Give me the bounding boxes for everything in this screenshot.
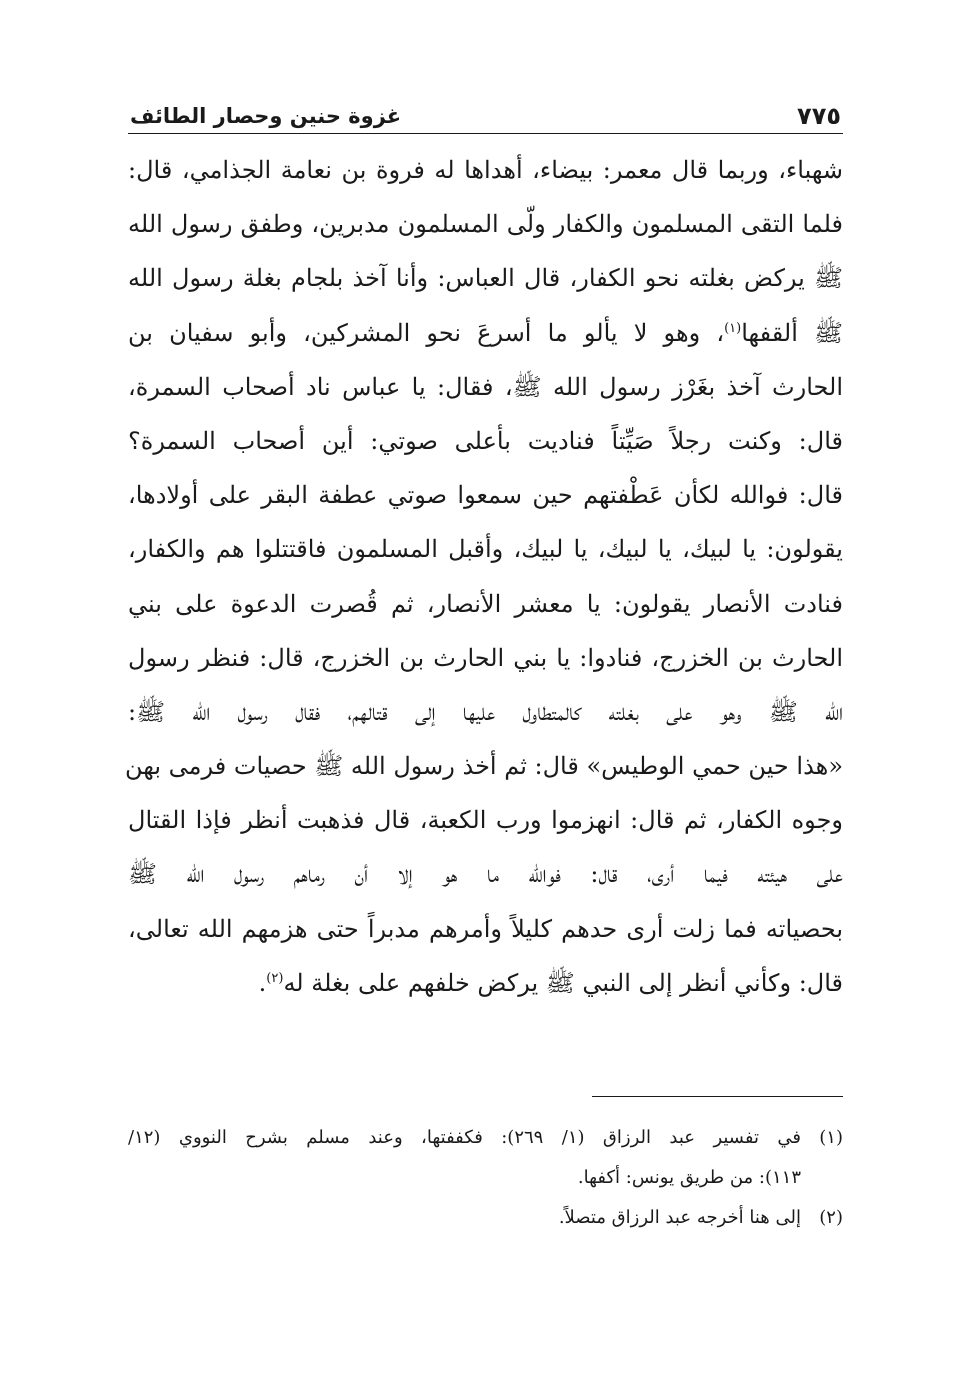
- footnote-rule: [592, 1096, 843, 1097]
- running-title: غزوة حنين وحصار الطائف: [130, 104, 402, 128]
- body-line: [128, 306, 843, 360]
- body-line: «هذا حين حمي الوطيس» قال: ثم أخذ رسول الله ﷺ حصيات فرمى بهن: [125, 752, 843, 781]
- body-line: شهباء، وربما قال معمر: بيضاء، أهداها له فروة بن نعامة الجذامي، قال:: [128, 156, 843, 184]
- body-line: بحصياته فما زلت أرى حدهم كليلاً وأمرهم مدبراً حتى هزمهم الله تعالى،: [128, 914, 843, 943]
- page-header: [128, 102, 843, 136]
- body-line: على هيئته فيما أرى، قال: فوالله ما هو إلا أن رماهم رسول الله ﷺ: [128, 860, 843, 889]
- header-rule: [128, 133, 843, 134]
- body-line: الحارث آخذ بغَرْز رسول الله ﷺ، فقال: يا عباس ناد أصحاب السمرة،: [128, 372, 843, 401]
- footnote-number: (٢): [819, 1207, 843, 1228]
- footnotes: [128, 1118, 843, 1238]
- body-line: قال: فوالله لكأن عَطْفتهم حين سمعوا صوتي عطفة البقر على أولادها،: [128, 481, 843, 510]
- footnote-text: إلى هنا أخرجه عبد الرزاق متصلاً.: [558, 1207, 801, 1228]
- footnote-1-continued: [128, 1158, 843, 1198]
- body-segment: قال: وكأني أنظر إلى النبي ﷺ يركض خلفهم على بغلة له: [283, 968, 843, 997]
- footnote-text: ١١٣): من طريق يونس: أكفها.: [577, 1167, 801, 1188]
- body-line: وجوه الكفار، ثم قال: انهزموا ورب الكعبة، قال فذهبت أنظر فإذا القتال: [128, 806, 843, 835]
- body-line: فلما التقى المسلمون والكفار ولّى المسلمون مدبرين، وطفق رسول الله: [128, 210, 843, 239]
- body-line: الله ﷺ وهو على بغلته كالمتطاول عليها إلى قتالهم، فقال رسول الله ﷺ:: [128, 697, 843, 726]
- page-number: ٧٧٥: [797, 102, 841, 130]
- footnote-ref: (٢): [266, 970, 284, 986]
- footnote-2: [128, 1198, 843, 1238]
- body-segment: ، وهو لا يألو ما أسرعَ نحو المشركين، وأبو سفيان بن: [128, 318, 725, 347]
- footnote-text: في تفسير عبد الرزاق (١/ ٢٦٩): فكففتها، وعند مسلم بشرح النووي (١٢/: [128, 1127, 801, 1148]
- footnote-number: (١): [819, 1127, 843, 1148]
- body-line: الحارث بن الخزرج، فنادوا: يا بني الحارث بن الخزرج، قال: فنظر رسول: [128, 643, 843, 672]
- body-text: [125, 143, 843, 1010]
- body-segment: .: [258, 968, 267, 997]
- body-line: يقولون: يا لبيك، يا لبيك، يا لبيك، وأقبل المسلمون فاقتتلوا هم والكفار،: [128, 535, 843, 564]
- footnote-1: [128, 1118, 843, 1158]
- body-line: قال: وكنت رجلاً صَيِّتاً فناديت بأعلى صوتي: أين أصحاب السمرة؟: [128, 426, 843, 455]
- body-line: [128, 956, 843, 1010]
- body-line: فنادت الأنصار يقولون: يا معشر الأنصار، ثم قُصرت الدعوة على بني: [128, 589, 843, 618]
- body-line: ﷺ يركض بغلته نحو الكفار، قال العباس: وأنا آخذ بلجام بغلة رسول الله: [128, 264, 843, 293]
- body-segment: ﷺ ألقفها: [741, 318, 843, 347]
- footnote-ref: (١): [724, 320, 742, 336]
